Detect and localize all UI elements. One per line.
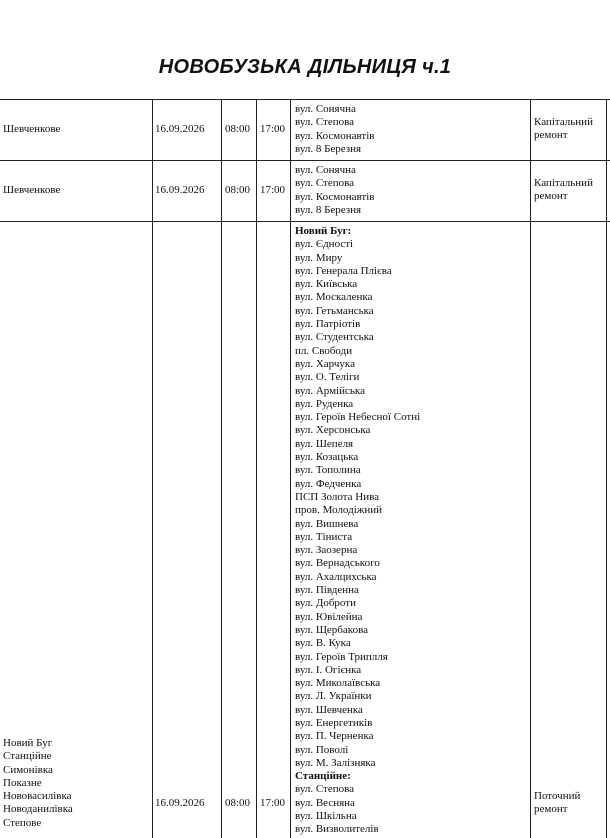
page-title: НОВОБУЗЬКА ДІЛЬНИЦЯ ч.1: [158, 56, 452, 78]
address-line: вул. Космонавтів: [295, 129, 375, 142]
address-line: вул. Шевченка: [295, 703, 363, 716]
address-line: вул. В. Кука: [295, 637, 351, 650]
address-line: вул. Руденка: [295, 397, 354, 410]
address-line: вул. Доброти: [295, 597, 356, 610]
address-line: вул. М. Залізняка: [295, 756, 376, 769]
work-type-cell: [534, 177, 593, 204]
work-type-line: ремонт: [534, 129, 568, 142]
address-line: вул. Визволителів: [295, 823, 379, 836]
start-time-cell: 08:00: [225, 797, 251, 809]
settlement-name: Симонівка: [3, 763, 53, 776]
address-line: вул. Єдності: [295, 238, 354, 251]
settlement-name: Новоданилівка: [3, 803, 73, 816]
address-line: вул. Тіниста: [295, 530, 353, 543]
settlement-cell: [3, 184, 60, 197]
end-time-cell: 17:00: [260, 123, 286, 135]
address-line: вул. Шкільна: [295, 810, 357, 823]
address-line: вул. О. Теліги: [295, 371, 360, 384]
work-type-line: ремонт: [534, 803, 568, 816]
table-rule-top: [0, 99, 610, 100]
address-line: вул. Вернадського: [295, 557, 380, 570]
table-rule-row-2: [0, 221, 610, 222]
table-rule-col-4: [290, 99, 291, 838]
address-line: вул. Шепеля: [295, 437, 354, 450]
address-line: вул. Козацька: [295, 451, 359, 464]
address-line: вул. Федченка: [295, 477, 362, 490]
address-line: вул. Миру: [295, 251, 343, 264]
address-line: вул. Гетьманська: [295, 304, 374, 317]
address-list: [295, 164, 374, 217]
work-type-line: Капітальний: [534, 177, 593, 189]
settlement-name: Новий Буг: [3, 737, 53, 749]
date-cell: 16.09.2026: [155, 797, 205, 809]
address-line: вул. Південна: [295, 584, 359, 597]
settlement-name: Степове: [3, 816, 42, 829]
date-cell: 16.09.2026: [155, 184, 205, 196]
work-type-cell: [534, 116, 593, 143]
address-line: вул. Сонячна: [295, 164, 356, 176]
address-line: вул. Щербакова: [295, 623, 368, 636]
address-line: вул. Ахалцихська: [295, 570, 377, 583]
address-list: [295, 103, 374, 156]
table-rule-col-3: [256, 99, 257, 838]
address-line: вул. Космонавтів: [295, 190, 375, 203]
address-line: вул. Вишнева: [295, 517, 359, 530]
address-line: пров. Молодіжний: [295, 504, 383, 517]
date-cell: 16.09.2026: [155, 123, 205, 135]
address-line: вул. Харчука: [295, 357, 355, 370]
address-line: вул. Генерала Плієва: [295, 264, 392, 277]
address-line: вул. Армійська: [295, 384, 365, 397]
address-line: вул. Героїв Триплля: [295, 650, 388, 663]
address-line: пл. Свободи: [295, 344, 353, 357]
address-line: вул. Сонячна: [295, 103, 356, 115]
table-rule-col-2: [221, 99, 222, 838]
work-type-line: Капітальний: [534, 116, 593, 128]
table-rule-col-1: [152, 99, 153, 838]
address-line: вул. Студентська: [295, 331, 374, 344]
work-type-cell: [534, 790, 580, 817]
table-rule-row-1: [0, 160, 610, 161]
address-group-header: Станційне:: [295, 770, 351, 783]
settlement-cell: [3, 123, 60, 136]
address-line: вул. П. Черненка: [295, 730, 374, 743]
address-line: вул. Степова: [295, 177, 355, 190]
table-rule-col-6: [606, 99, 607, 838]
end-time-cell: 17:00: [260, 797, 286, 809]
address-line: вул. 8 Березня: [295, 203, 362, 216]
address-line: вул. Степова: [295, 783, 355, 796]
address-line: вул. Москаленка: [295, 291, 373, 304]
address-line: вул. Енергетиків: [295, 716, 373, 729]
address-list: [295, 225, 420, 837]
settlement-name: Станційне: [3, 750, 52, 763]
start-time-cell: 08:00: [225, 123, 251, 135]
settlement-name: Шевченкове: [3, 184, 61, 196]
settlement-cell: [3, 737, 73, 830]
work-type-line: Поточний: [534, 790, 581, 802]
address-line: ПСП Золота Нива: [295, 490, 380, 503]
address-line: вул. Миколаївська: [295, 677, 381, 690]
address-line: вул. Степова: [295, 116, 355, 129]
address-line: вул. 8 Березня: [295, 142, 362, 155]
address-line: вул. Київська: [295, 278, 358, 291]
address-line: вул. І. Огієнка: [295, 663, 362, 676]
address-line: вул. Поволі: [295, 743, 349, 756]
settlement-name: Нововасилівка: [3, 790, 72, 803]
address-line: вул. Тополина: [295, 464, 361, 477]
address-line: вул. Патріотів: [295, 318, 361, 331]
table-rule-col-5: [530, 99, 531, 838]
address-group-header: Новий Буг:: [295, 225, 352, 237]
work-type-line: ремонт: [534, 190, 568, 203]
settlement-name: Шевченкове: [3, 123, 61, 135]
settlement-name: Показне: [3, 776, 42, 789]
address-line: вул. Ювілейна: [295, 610, 363, 623]
address-line: вул. Весняна: [295, 796, 355, 809]
address-line: вул. Заозерна: [295, 544, 358, 557]
start-time-cell: 08:00: [225, 184, 251, 196]
address-line: вул. Херсонська: [295, 424, 371, 437]
address-line: вул. Героїв Небесної Сотні: [295, 411, 421, 424]
address-line: вул. Л. Українки: [295, 690, 372, 703]
end-time-cell: 17:00: [260, 184, 286, 196]
